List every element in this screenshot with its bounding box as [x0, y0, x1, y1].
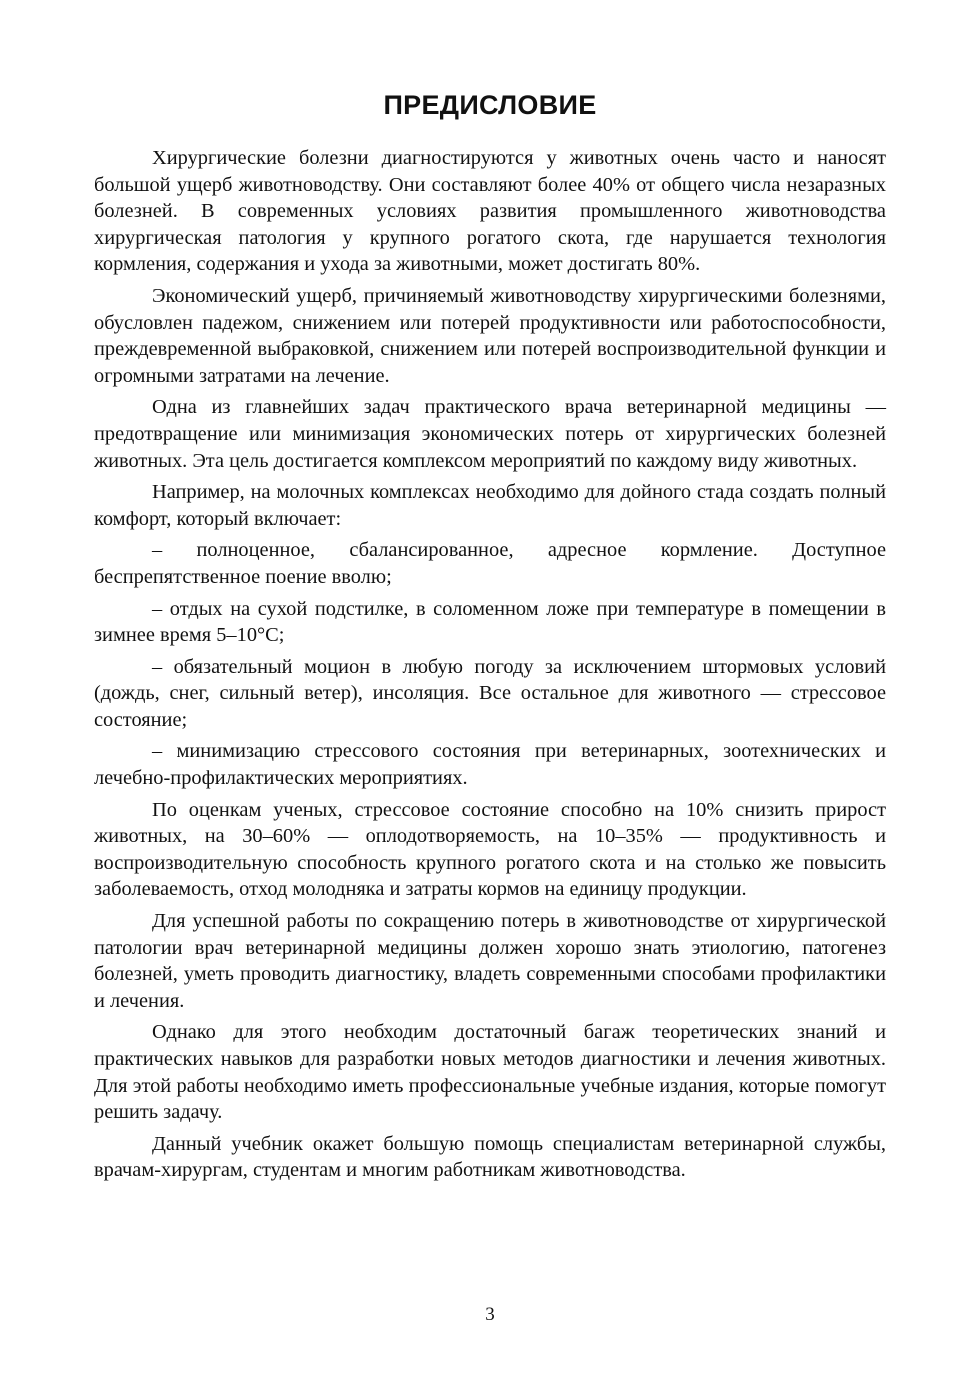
paragraph-3: Одна из главнейших задач практического врача ветеринарной медицины — предотвращение или минимизация экономических потерь от хирургических болезней животных. Эта цель достигается комплексом мероприятий по каждому виду животных. — [94, 396, 886, 472]
list-item-rest: – отдых на сухой подстилке, в соломенном ложе при температуре в помещении в зимнее время 5–10°С; — [94, 597, 886, 647]
list-item-exercise: – обязательный моцион в любую погоду за исключением штормовых условий (дождь, снег, сильный ветер), инсоляция. Все остальное для животного — стрессовое состояние; — [94, 655, 886, 731]
page-content — [94, 90, 886, 1189]
list-item-stress: – минимизацию стрессового состояния при ветеринарных, зоотехнических и лечебно-профилактических мероприятиях. — [94, 740, 886, 790]
paragraph-5: По оценкам ученых, стрессовое состояние способно на 10% снизить прирост животных, на 30–60% — оплодотворяемость, на 10–35% — продуктивность и воспроизводительную способность крупного рогатого скота и на столько же повысить заболеваемость, отход молодняка и затраты кормов на единицу продукции. — [94, 798, 886, 901]
body-text — [94, 145, 886, 1184]
page-number: 3 — [485, 1304, 495, 1325]
paragraph-8: Данный учебник окажет большую помощь специалистам ветеринарной службы, врачам-хирургам, студентам и многим работникам животноводства. — [94, 1132, 886, 1182]
paragraph-1: Хирургические болезни диагностируются у животных очень часто и наносят большой ущерб животноводству. Они составляют более 40% от общего числа незаразных болезней. В современных условиях развития промышленного животноводства хирургическая патология у крупного рогатого скота, где нарушается технология кормления, содержания и ухода за животными, может достигать 80%. — [94, 147, 886, 276]
paragraph-6: Для успешной работы по сокращению потерь в животноводстве от хирургической патологии врач ветеринарной медицины должен хорошо знать этиологию, патогенез болезней, уметь проводить диагностику, владеть современными способами профилактики и лечения. — [94, 910, 886, 1012]
paragraph-2: Экономический ущерб, причиняемый животноводству хирургическими болезнями, обусловлен падежом, снижением или потерей продуктивности или работоспособности, преждевременной выбраковкой, снижением или потерей воспроизводительной функции и огромными затратами на лечение. — [94, 284, 886, 387]
list-item-feeding: – полноценное, сбалансированное, адресное кормление. Доступное беспрепятственное поение вволю; — [94, 539, 886, 588]
page-title: ПРЕДИСЛОВИЕ — [383, 90, 597, 120]
paragraph-4: Например, на молочных комплексах необходимо для дойного стада создать полный комфорт, который включает: — [94, 481, 886, 530]
paragraph-7: Однако для этого необходим достаточный багаж теоретических знаний и практических навыков для разработки новых методов диагностики и лечения животных. Для этой работы необходимо иметь профессиональные учебные издания, которые помогут решить задачу. — [94, 1021, 886, 1124]
